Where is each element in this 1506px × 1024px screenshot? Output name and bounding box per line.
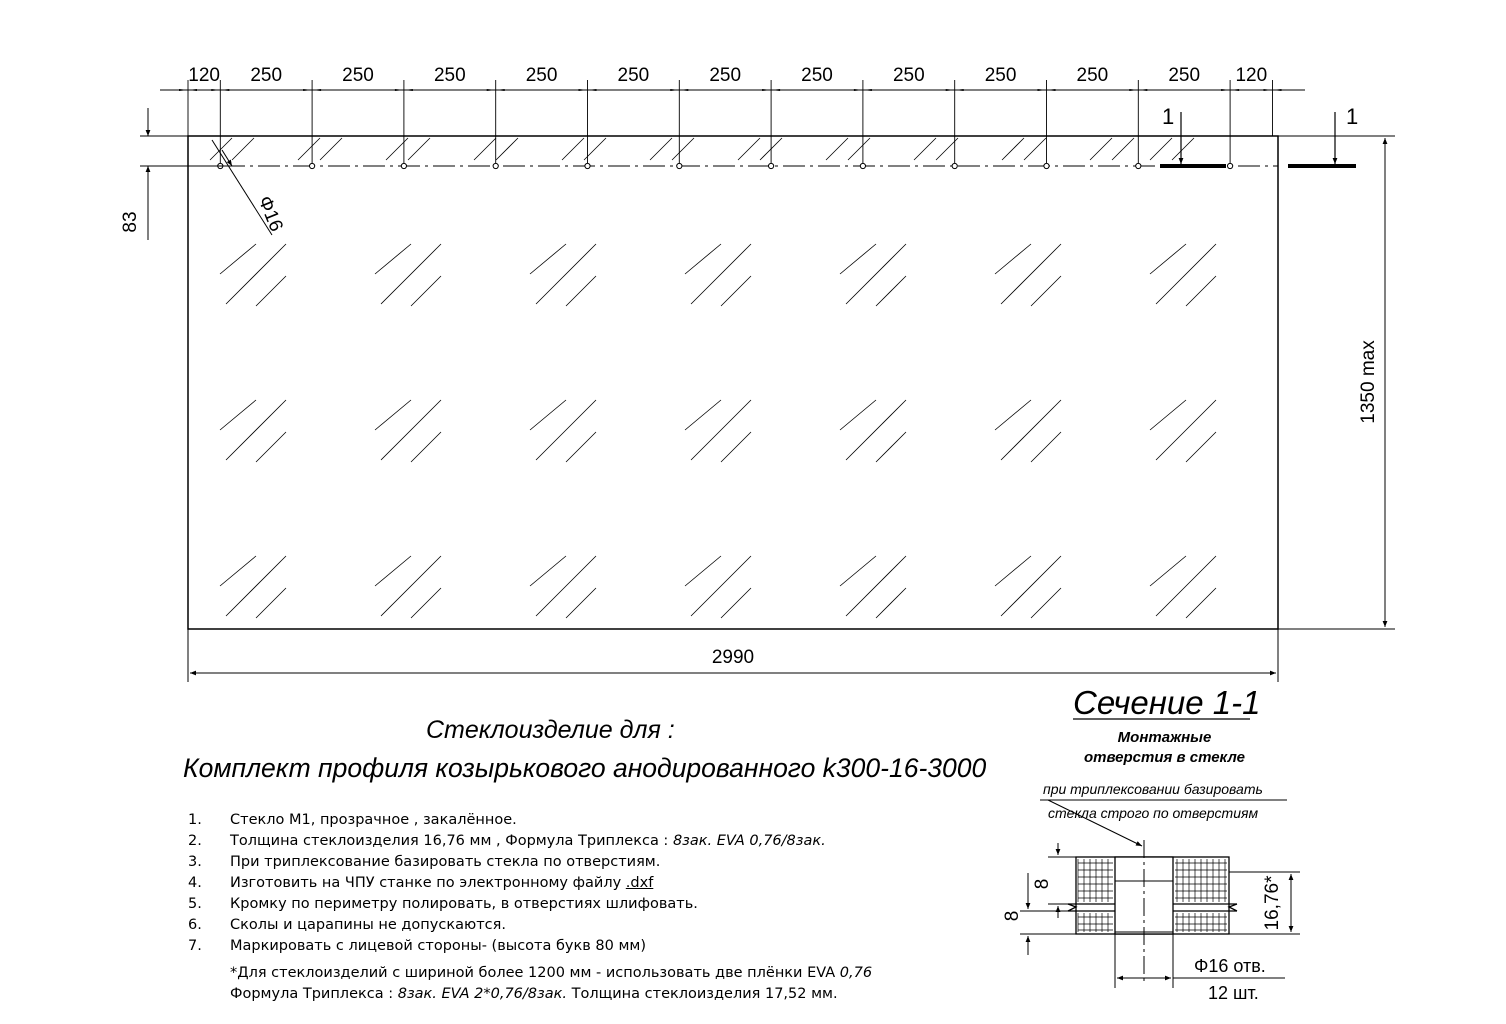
hatch-line <box>411 588 441 618</box>
dimension-83 <box>120 108 230 240</box>
top-dim-label: 250 <box>892 65 925 86</box>
hatch-line <box>1002 138 1024 160</box>
mounting-hole <box>769 163 774 168</box>
hatch-line <box>256 588 286 618</box>
hatch-line <box>381 400 441 460</box>
hatch-line <box>721 432 751 462</box>
note-item <box>188 852 826 873</box>
top-dim-label: 250 <box>617 65 650 86</box>
hatch-line <box>721 276 751 306</box>
top-dim-label: 250 <box>250 65 283 86</box>
top-dimension-chain <box>160 65 1305 166</box>
hatch-line <box>1150 244 1186 274</box>
hatch-line <box>1090 138 1112 160</box>
leader-note-2: стекла строго по отверстиям <box>1048 805 1259 821</box>
hatch-line <box>1150 400 1186 430</box>
hatch-line <box>840 400 876 430</box>
note-text: Кромку по периметру полировать, в отверстиях шлифовать. <box>230 896 698 912</box>
hatch-line <box>685 244 721 274</box>
hatch-line <box>721 588 751 618</box>
top-dim-label: 120 <box>188 65 221 86</box>
hole-label: Φ16 отв. <box>1194 956 1266 976</box>
note-number: 7. <box>188 938 202 954</box>
hatch-line <box>298 138 320 160</box>
hatch-line <box>672 138 694 160</box>
hatch-line <box>530 556 566 586</box>
hatch-line <box>995 556 1031 586</box>
mounting-hole <box>1228 163 1233 168</box>
top-dim-label: 250 <box>342 65 374 86</box>
mounting-hole <box>493 163 498 168</box>
hatch-line <box>1172 138 1194 160</box>
hatch-line <box>320 138 342 160</box>
sect-dim-8b: 8 <box>1002 910 1023 922</box>
note-item <box>188 831 826 852</box>
hatch-line <box>1156 244 1216 304</box>
hatch-line <box>566 588 596 618</box>
hatch-line <box>685 556 721 586</box>
note-item <box>188 873 826 894</box>
note-text: Маркировать с лицевой стороны- (высота букв 80 мм) <box>230 938 647 954</box>
hatch-line <box>691 400 751 460</box>
section-subtitle-1: Монтажные <box>1117 729 1212 746</box>
hatch-line <box>220 556 256 586</box>
hatch-line <box>1112 138 1134 160</box>
hole-diameter-callout <box>212 140 287 235</box>
mounting-hole <box>310 163 315 168</box>
hatch-line <box>386 138 408 160</box>
hatch-line <box>1031 276 1061 306</box>
mounting-hole <box>677 163 682 168</box>
hatch-line <box>840 244 876 274</box>
hatch-line <box>562 138 584 160</box>
footnote-line2-post: Толщина стеклоизделия 17,52 мм. <box>566 986 838 1002</box>
hatch-line <box>220 244 256 274</box>
footnote-line1-ital: 0,76 <box>839 965 873 981</box>
hatch-line <box>256 276 286 306</box>
hatch-line <box>846 244 906 304</box>
section-mark-right: 1 <box>1346 104 1359 129</box>
hatch-line <box>691 244 751 304</box>
hatch-line <box>530 400 566 430</box>
glass-hatch <box>210 138 1216 618</box>
top-dim-label: 250 <box>709 65 742 86</box>
hatch-line <box>1001 244 1061 304</box>
hatch-line <box>1186 276 1216 306</box>
note-item <box>188 915 826 936</box>
section-subtitle-2: отверстия в стекле <box>1083 749 1246 766</box>
leader-note-1: при триплексовании базировать <box>1043 781 1263 797</box>
hatch-line <box>1186 588 1216 618</box>
hatch-line <box>846 400 906 460</box>
height-label: 1350 max <box>1358 340 1379 424</box>
hatch-line <box>1001 400 1061 460</box>
footnote <box>230 963 872 1005</box>
hatch-line <box>536 244 596 304</box>
top-dim-label: 250 <box>525 65 558 86</box>
hatch-line <box>381 244 441 304</box>
note-number: 6. <box>188 917 202 933</box>
hatch-line <box>650 138 672 160</box>
hatch-line <box>840 556 876 586</box>
hatch-line <box>375 400 411 430</box>
hatch-line <box>220 400 256 430</box>
hatch-line <box>876 276 906 306</box>
note-text: Изготовить на ЧПУ станке по электронному файлу <box>230 875 626 891</box>
title-line-1: Стеклоизделие для : <box>426 716 675 744</box>
section-mark-left: 1 <box>1162 104 1175 129</box>
hatch-line <box>1150 138 1172 160</box>
title-line-2: Комплект профиля козырькового анодированного k300-16-3000 <box>183 753 987 783</box>
note-item <box>188 936 826 957</box>
dim-83-label: 83 <box>120 211 141 233</box>
top-dim-label: 250 <box>1168 65 1201 86</box>
hatch-line <box>1031 588 1061 618</box>
hatch-line <box>995 244 1031 274</box>
hatch-line <box>995 400 1031 430</box>
glass-panel <box>188 136 1278 629</box>
footnote-line2-ital: 8зак. EVA 2*0,76/8зак. <box>397 986 567 1002</box>
hatch-line <box>474 138 496 160</box>
footnote-line1: *Для стеклоизделий с шириной более 1200 мм - использовать две плёнки EVA <box>230 965 840 981</box>
note-number: 2. <box>188 833 202 849</box>
hatch-line <box>876 588 906 618</box>
note-number: 3. <box>188 854 202 870</box>
hatch-line <box>1150 556 1186 586</box>
sect-dim-8a: 8 <box>1032 878 1053 890</box>
mounting-hole <box>1044 163 1049 168</box>
top-dim-label: 250 <box>433 65 466 86</box>
note-text: При триплексование базировать стекла по отверстиям. <box>230 854 661 870</box>
hatch-line <box>1156 556 1216 616</box>
note-text: Стекло М1, прозрачное , закалённое. <box>230 812 517 828</box>
hatch-line <box>256 432 286 462</box>
hatch-line <box>530 244 566 274</box>
hatch-line <box>1186 432 1216 462</box>
technical-notes <box>188 810 826 957</box>
sect-dim-thickness: 16,76* <box>1262 875 1283 931</box>
hatch-line <box>536 556 596 616</box>
top-dim-label: 120 <box>1235 65 1268 86</box>
hatch-line <box>1031 432 1061 462</box>
hatch-line <box>496 138 518 160</box>
hatch-line <box>375 556 411 586</box>
hole-diameter-label: Φ16 <box>253 193 287 235</box>
width-label: 2990 <box>711 647 755 668</box>
note-file-ext: .dxf <box>625 875 654 891</box>
hatch-line <box>226 244 286 304</box>
hole-count: 12 шт. <box>1208 983 1259 1003</box>
mounting-hole <box>860 163 865 168</box>
hatch-line <box>1001 556 1061 616</box>
hatch-line <box>846 556 906 616</box>
top-dim-label: 250 <box>1076 65 1109 86</box>
top-dim-label: 250 <box>801 65 833 86</box>
hatch-line <box>226 556 286 616</box>
hatch-line <box>381 556 441 616</box>
hatch-line <box>232 138 254 160</box>
note-number: 1. <box>188 812 202 828</box>
hatch-line <box>536 400 596 460</box>
hatch-line <box>914 138 936 160</box>
note-formula: 8зак. EVA 0,76/8зак. <box>672 833 826 849</box>
hatch-line <box>566 276 596 306</box>
dimension-height <box>1278 136 1395 629</box>
mounting-hole <box>952 163 957 168</box>
hatch-line <box>691 556 751 616</box>
hatch-line <box>876 432 906 462</box>
note-item <box>188 810 826 831</box>
note-number: 5. <box>188 896 202 912</box>
note-text: Сколы и царапины не допускаются. <box>230 917 506 933</box>
hatch-line <box>848 138 870 160</box>
mounting-hole <box>1136 163 1141 168</box>
hatch-line <box>226 400 286 460</box>
note-text: Толщина стеклоизделия 16,76 мм , Формула Триплекса : <box>230 833 673 849</box>
hatch-line <box>408 138 430 160</box>
section-cut-marks <box>1160 104 1358 166</box>
note-item <box>188 894 826 915</box>
hatch-line <box>411 276 441 306</box>
hatch-line <box>826 138 848 160</box>
hatch-line <box>738 138 760 160</box>
hatch-line <box>411 432 441 462</box>
footnote-line2: Формула Триплекса : <box>230 986 398 1002</box>
hatch-line <box>685 400 721 430</box>
top-dim-label: 250 <box>984 65 1017 86</box>
hatch-line <box>375 244 411 274</box>
note-number: 4. <box>188 875 202 891</box>
hatch-line <box>566 432 596 462</box>
hatch-line <box>1156 400 1216 460</box>
mounting-hole <box>585 163 590 168</box>
dimension-width <box>188 629 1278 682</box>
section-title: Сечение 1-1 <box>1073 684 1261 721</box>
mounting-hole <box>401 163 406 168</box>
hatch-line <box>1024 138 1046 160</box>
